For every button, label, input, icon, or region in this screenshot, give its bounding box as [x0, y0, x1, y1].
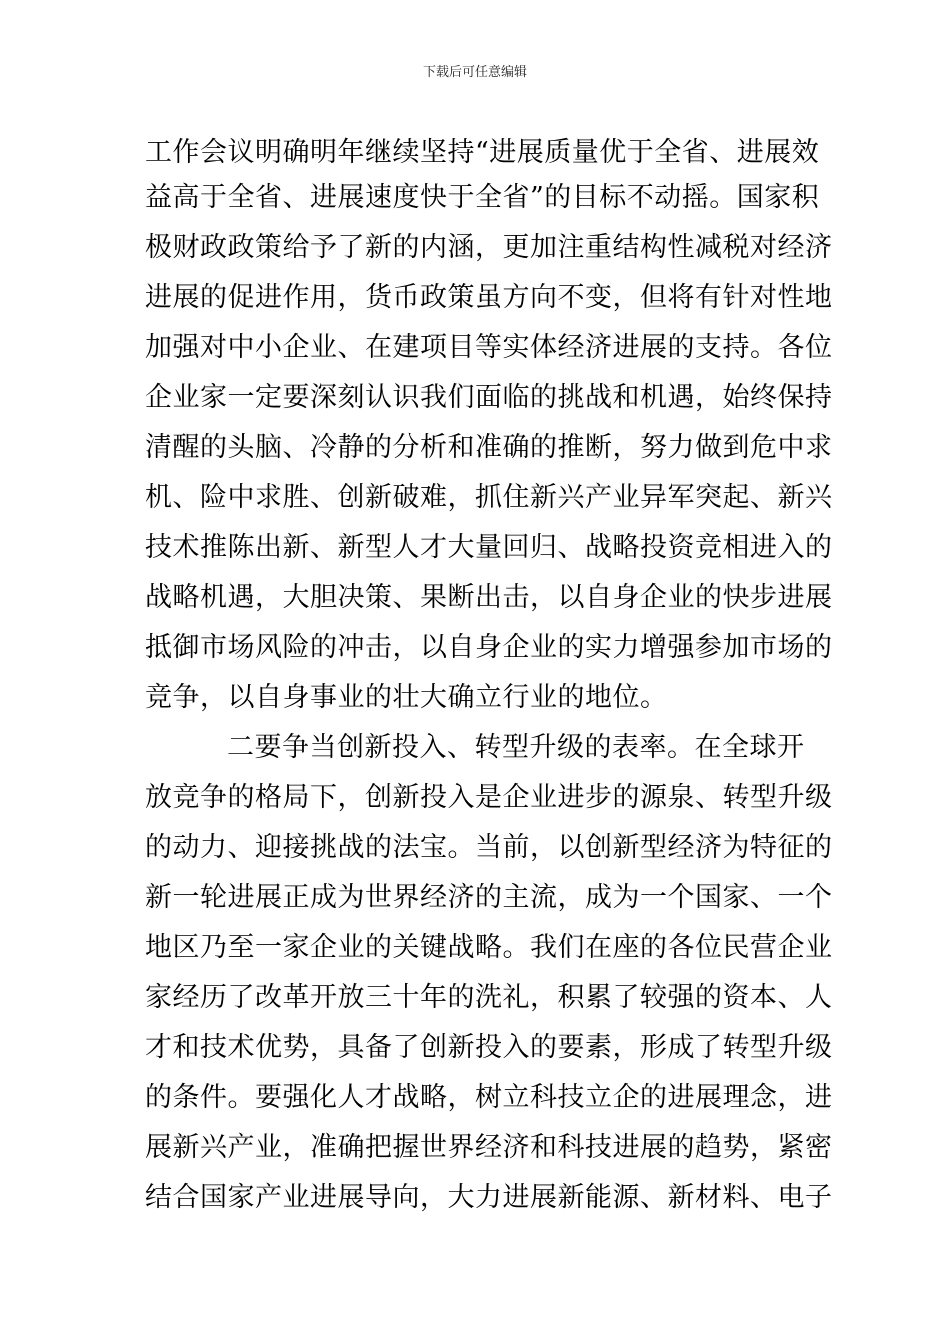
text-line: 机、险中求胜、创新破难，抓住新兴产业异军突起、新兴 [145, 482, 833, 513]
text-line: 地区乃至一家企业的关键战略。我们在座的各位民营企业 [145, 932, 833, 963]
text-line: 才和技术优势，具备了创新投入的要素，形成了转型升级 [145, 1032, 833, 1063]
text-line: 益高于全省、进展速度快于全省”的目标不动摇。国家积 [145, 182, 820, 213]
text-line: 进展的促进作用，货币政策虽方向不变，但将有针对性地 [145, 282, 833, 313]
text-line: 新一轮进展正成为世界经济的主流，成为一个国家、一个 [145, 882, 833, 913]
text-line: 企业家一定要深刻认识我们面临的挑战和机遇，始终保持 [145, 382, 833, 413]
text-line: 极财政政策给予了新的内涵，更加注重结构性减税对经济 [145, 232, 833, 263]
text-line: 家经历了改革开放三十年的洗礼，积累了较强的资本、人 [145, 982, 833, 1013]
text-line: 展新兴产业，准确把握世界经济和科技进展的趋势，紧密 [145, 1132, 833, 1163]
text-line: 清醒的头脑、冷静的分析和准确的推断，努力做到危中求 [145, 432, 833, 463]
text-line: 的动力、迎接挑战的法宝。当前，以创新型经济为特征的 [145, 832, 833, 863]
text-line: 结合国家产业进展导向，大力进展新能源、新材料、电子 [145, 1182, 833, 1213]
paragraph-first-line: 二要争当创新投入、转型升级的表率。在全球开 [227, 732, 805, 763]
text-line: 工作会议明确明年继续坚持“进展质量优于全省、进展效 [145, 137, 820, 168]
text-line: 放竞争的格局下，创新投入是企业进步的源泉、转型升级 [145, 782, 833, 813]
text-line: 加强对中小企业、在建项目等实体经济进展的支持。各位 [145, 332, 833, 363]
text-line: 抵御市场风险的冲击，以自身企业的实力增强参加市场的 [145, 632, 833, 663]
text-line: 战略机遇，大胆决策、果断出击，以自身企业的快步进展 [145, 582, 833, 613]
text-line: 竞争，以自身事业的壮大确立行业的地位。 [145, 682, 668, 713]
page-header: 下载后可任意编辑 [422, 65, 527, 80]
text-line: 的条件。要强化人才战略，树立科技立企的进展理念，进 [145, 1082, 833, 1113]
text-line: 技术推陈出新、新型人才大量回归、战略投资竞相进入的 [145, 532, 833, 563]
